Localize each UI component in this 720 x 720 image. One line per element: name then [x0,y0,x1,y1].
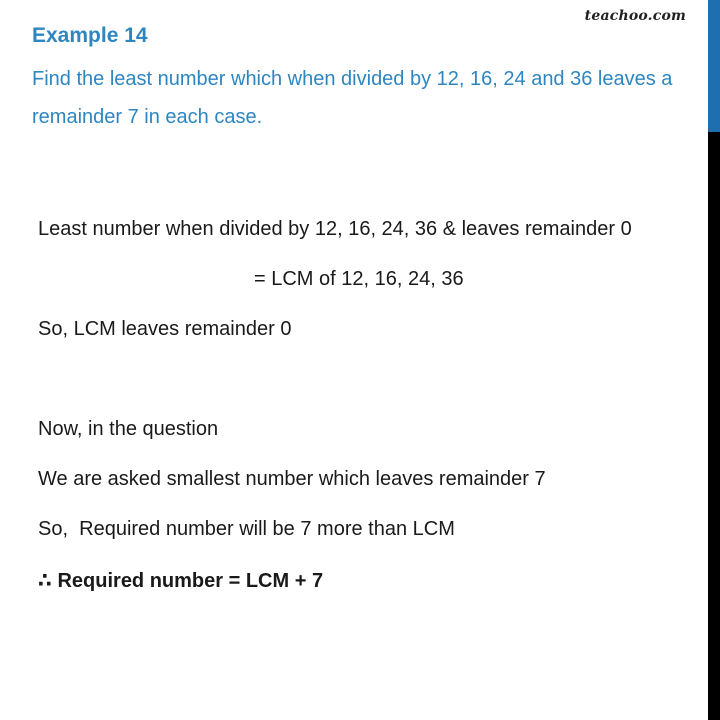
solution-line-1: Least number when divided by 12, 16, 24, 36 & leaves remainder 0 [38,218,632,240]
solution-line-6: So, Required number will be 7 more than LCM [38,518,455,540]
solution-line-5: We are asked smallest number which leaves remainder 7 [38,468,546,490]
solution-line-2: = LCM of 12, 16, 24, 36 [254,268,464,290]
question-text: Find the least number which when divided by 12, 16, 24 and 36 leaves a remainder 7 in each case. [32,68,673,128]
side-bar-accent [708,0,720,132]
example-title: Example 14 [32,24,148,47]
solution-conclusion: ∴ Required number = LCM + 7 [38,570,324,592]
watermark-logo: teachoo.com [584,8,686,24]
solution-line-4: Now, in the question [38,418,219,440]
solution-line-3: So, LCM leaves remainder 0 [38,318,292,340]
